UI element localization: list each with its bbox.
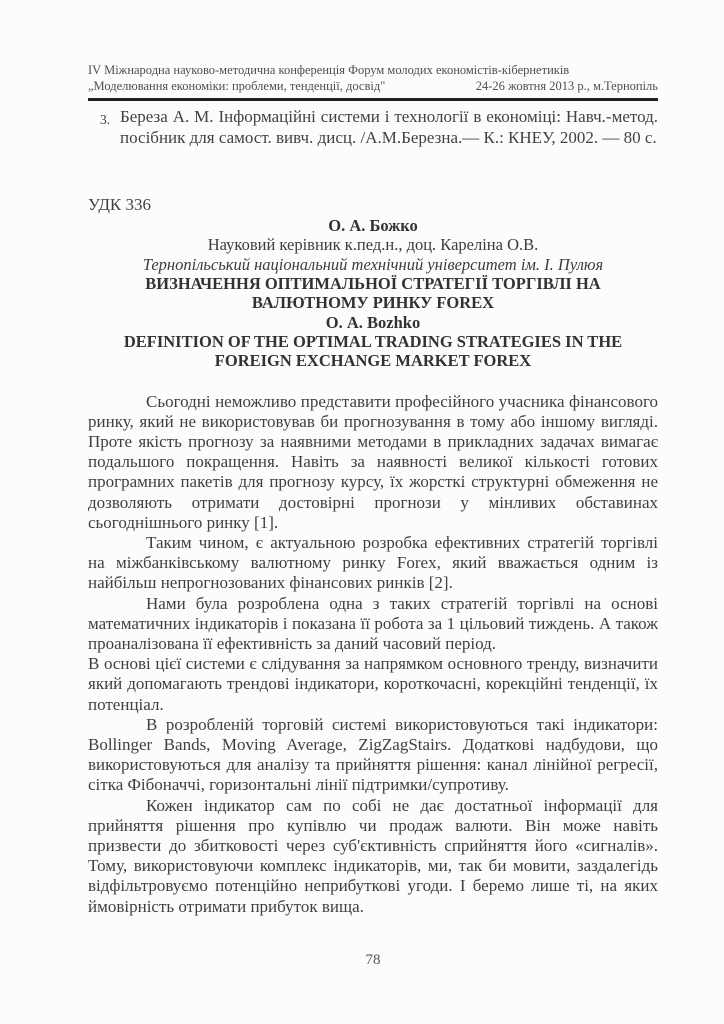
header-second-row: [88, 78, 658, 94]
conference-name: IV Міжнародна науково-методична конференція Форум молодих економістів-кібернетиків: [88, 63, 570, 77]
conference-date-place: 24-26 жовтня 2013 р., м.Тернопіль: [475, 79, 658, 93]
author-name-ua: О. А. Божко: [328, 216, 418, 236]
article-title-ua: ВИЗНАЧЕННЯ ОПТИМАЛЬНОЇ СТРАТЕГІЇ ТОРГІВЛІ НА ВАЛЮТНОМУ РИНКУ FOREX: [145, 274, 601, 313]
body-paragraph-3: Нами була розроблена одна з таких стратегій торгівлі на основі математичних індикаторів і показана її робота за 1 цільовий тиждень. А також проаналізована її ефективність за даний часовий період.: [88, 593, 658, 653]
body-paragraph-6: Кожен індикатор сам по собі не дає достатньої інформації для прийняття рішення про купівлю чи продаж валюти. Він може навіть призвести до збитковості через суб'єктивність сприйняття його «сигналів». Тому, використовуючи комплекс індикаторів, ми, так би мовити, заздалегідь відфільтровуємо потенційно неприбуткові угоди. І беремо лише ті, на яких ймовірність отримати прибуток вища.: [88, 795, 658, 916]
supervisor-line: Науковий керівник к.пед.н., доц. Кареліна О.В.: [207, 235, 539, 255]
conference-subtitle: „Моделювання економіки: проблеми, тенденції, досвід": [88, 79, 386, 93]
article-heading-block: [88, 216, 658, 370]
body-paragraph-4: В основі цієї системи є слідування за напрямком основного тренду, визначити який допомагають трендові індикатори, короткочасні, корекційні тенденції, їх потенціал.: [88, 654, 658, 714]
reference-number: 3.: [100, 112, 111, 127]
reference-text: Береза А. М. Інформаційні системи і технології в економіці: Навч.-метод. посібник для самост. вивч. дисц. /А.М.Березна.— К.: КНЕУ, 2002. — 80 с.: [120, 107, 658, 147]
running-header: [88, 62, 658, 101]
udc-label: УДК 336: [88, 195, 152, 215]
reference-item: [88, 107, 658, 148]
affiliation: Тернопільський національний технічний університет ім. І. Пулюя: [142, 254, 604, 274]
article-title-en: DEFINITION OF THE OPTIMAL TRADING STRATEGIES IN THE FOREIGN EXCHANGE MARKET FOREX: [123, 331, 623, 371]
article-body: [88, 392, 658, 917]
body-paragraph-5: В розробленій торговій системі використовуються такі індикатори: Bollinger Bands, Moving Average, ZigZagStairs. Додаткові надбудови, що використовуються для аналізу та прийняття рішення: канал лінійної регресії, сітка Фібоначчі, горизонтальні лінії підтримки/супротиву.: [88, 714, 658, 795]
document-page: [88, 62, 658, 917]
page-number: 78: [365, 952, 381, 968]
body-paragraph-1: Сьогодні неможливо представити професійного учасника фінансового ринку, який не використовував би прогнозування в тому або іншому вигляді. Проте якість прогнозу за наявними методами в прикладних задачах вимагає подальшого покращення. Навіть за наявності великої кількості готових програмних пакетів для прогнозу курсу, їх жорсткі структурні обмеження не дозволяють отримати достовірні прогнози у мінливих обставинах сьогоднішнього ринку [1].: [88, 391, 658, 532]
body-paragraph-2: Таким чином, є актуальною розробка ефективних стратегій торгівлі на міжбанківському валютному ринку Forex, який вважається одним із найбільш непрогнозованих фінансових ринків [2].: [88, 532, 658, 593]
author-name-en: О. А. Bozhko: [325, 312, 421, 332]
